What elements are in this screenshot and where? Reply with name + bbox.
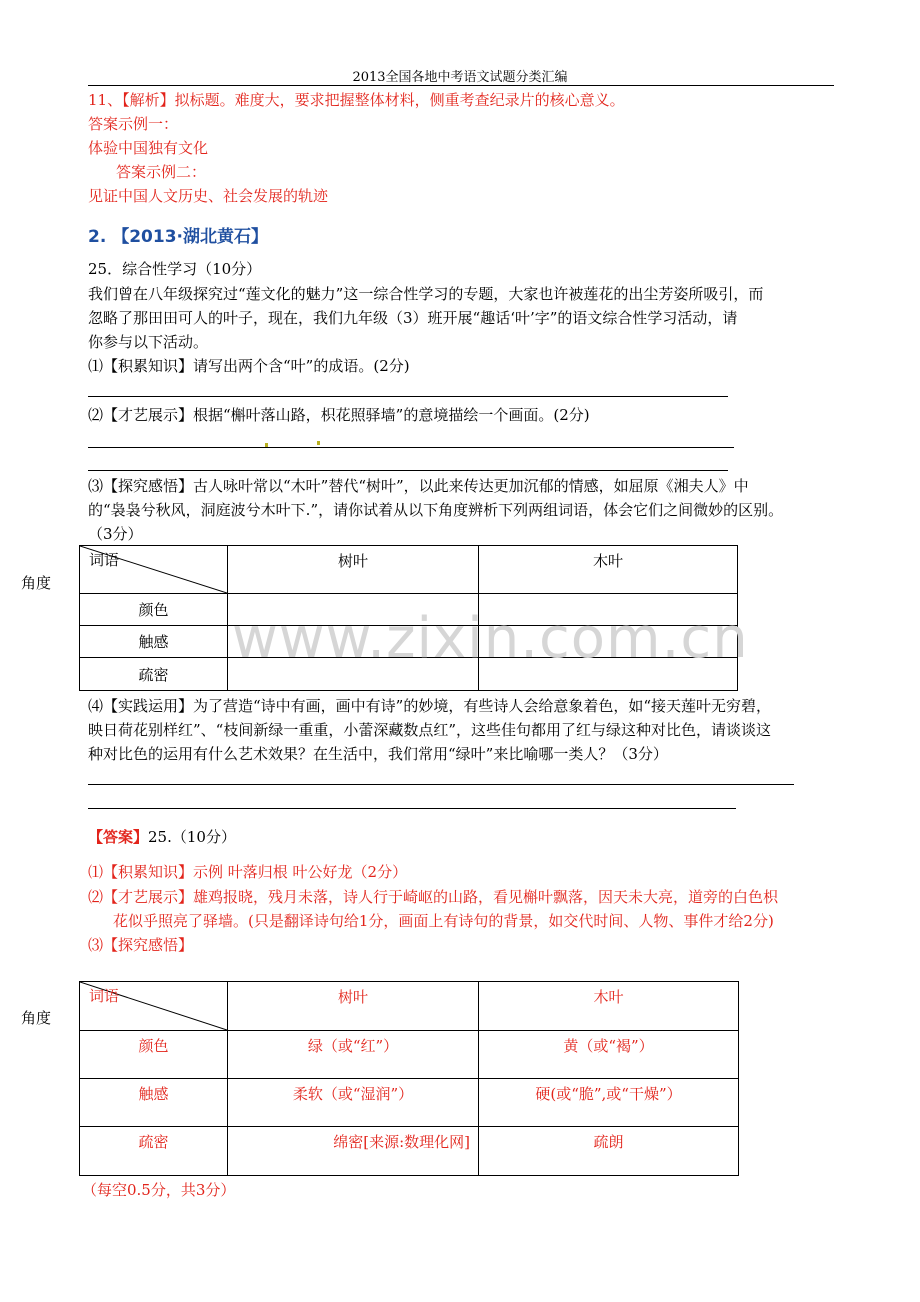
table2-row-label: 颜色 (80, 1031, 228, 1079)
answer-blank-line (88, 447, 734, 448)
q25-intro-line2: 忽略了那田田可人的叶子，现在，我们九年级（3）班开展“趣话‘叶’字”的语文综合性学习活动，请 (88, 309, 738, 327)
q25-part3-line1: ⑶【探究感悟】古人咏叶常以“木叶”替代“树叶”，以此来传达更加沉郁的情感，如屈原《湘夫人》中 (88, 477, 749, 495)
q11-example2-text: 见证中国人文历史、社会发展的轨迹 (88, 187, 329, 205)
q11-analysis: 11、【解析】拟标题。难度大，要求把握整体材料，侧重考查纪录片的核心意义。 (88, 91, 625, 109)
answer-part2-line2: 花似乎照亮了驿墙。(只是翻译诗句给1分，画面上有诗句的背景，如交代时间、人物、事件才给2分) (113, 912, 774, 930)
table1-header-col2: 木叶 (479, 546, 738, 594)
table2-cell: 硬(或“脆”,或“干燥”） (479, 1079, 739, 1127)
page-header: 2013全国各地中考语文试题分类汇编 (352, 70, 568, 85)
q25-part4-line2: 映日荷花别样红”、“枝间新绿一重重，小蕾深藏数点红”，这些佳句都用了红与绿这种对比色，请谈谈这 (88, 721, 772, 739)
answer-blank-line (88, 470, 728, 471)
q11-example1-label: 答案示例一： (88, 115, 179, 133)
table2-cell: 黄（或“褐”） (479, 1031, 739, 1079)
table2-cell: 绿（或“红”） (228, 1031, 479, 1079)
q25-intro-line3: 你参与以下活动。 (88, 333, 209, 351)
q11-example2-label: 答案示例二： (116, 163, 207, 181)
q25-part4-line3: 种对比色的运用有什么艺术效果？在生活中，我们常用“绿叶”来比喻哪一类人？（3分） (88, 745, 668, 763)
answer-title-rest: 25.（10分） (148, 828, 236, 846)
q25-part4-line1: ⑷【实践运用】为了营造“诗中有画，画中有诗”的妙境，有些诗人会给意象着色，如“接天莲叶无穷碧， (88, 697, 772, 715)
table1-corner-cell (80, 546, 228, 594)
table2-corner-cell (80, 982, 228, 1031)
answer-part2-line1: ⑵【才艺展示】雄鸡报晓，残月未落，诗人行于崎岖的山路，看见槲叶飘落，因天未大亮，道旁的白色枳 (88, 888, 779, 906)
q25-part1: ⑴【积累知识】请写出两个含“叶”的成语。(2分) (88, 357, 410, 375)
table2-cell: 柔软（或“湿润”） (228, 1079, 479, 1127)
table2-angle-label: 角度 (21, 1009, 52, 1027)
table1-row-label: 颜色 (80, 594, 228, 626)
table1-corner-label: 词语 (89, 551, 120, 569)
q25-part2: ⑵【才艺展示】根据“槲叶落山路，枳花照驿墙”的意境描绘一个画面。(2分) (88, 406, 590, 424)
answer-tag: 【答案】 (88, 828, 149, 846)
table1-header-col1: 树叶 (228, 546, 479, 594)
answer-part3: ⑶【探究感悟】 (88, 936, 194, 954)
table2-cell: 绵密[来源:数理化网] (228, 1127, 479, 1176)
answer-title (88, 826, 236, 848)
table2-header-col1: 树叶 (228, 982, 479, 1031)
table1-row-label: 疏密 (80, 658, 228, 691)
answer-part1: ⑴【积累知识】示例 叶落归根 叶公好龙（2分） (88, 863, 408, 881)
table2-header-col2: 木叶 (479, 982, 739, 1031)
answer-blank-line (88, 808, 736, 809)
table2-cell: 疏朗 (479, 1127, 739, 1176)
table2-row-label: 触感 (80, 1079, 228, 1127)
q25-part3-line2: 的“袅袅兮秋风，洞庭波兮木叶下.”，请你试着从以下角度辨析下列两组词语，体会它们之间微妙的区别。 (88, 501, 784, 519)
answer-table (79, 981, 739, 1176)
answer-blank-line (88, 784, 794, 785)
answer-blank-line (88, 396, 728, 397)
watermark: www.zixin.com.cn (232, 606, 749, 671)
q25-part3-line3: （3分） (88, 525, 143, 543)
q25-intro-line1: 我们曾在八年级探究过“莲文化的魅力”这一综合性学习的专题，大家也许被莲花的出尘芳姿所吸引，而 (88, 285, 764, 303)
q11-example1-text: 体验中国独有文化 (88, 139, 209, 157)
table2-corner-label: 词语 (89, 987, 120, 1005)
table1-row-label: 触感 (80, 626, 228, 658)
scoring-note: （每空0.5分，共3分） (82, 1181, 236, 1199)
table1-angle-label: 角度 (21, 574, 52, 592)
header-rule (88, 85, 834, 86)
table2-row-label: 疏密 (80, 1127, 228, 1176)
section-heading: 2. 【2013·湖北黄石】 (88, 227, 268, 247)
stray-mark (317, 441, 320, 445)
q25-title: 25．综合性学习（10分） (88, 260, 262, 278)
